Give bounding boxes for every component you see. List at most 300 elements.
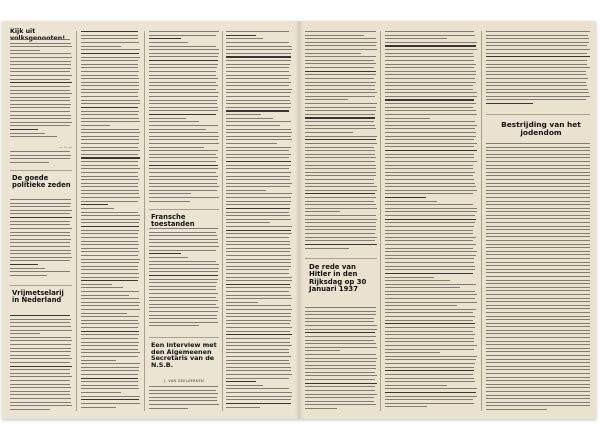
text-line [305,56,376,57]
text-line [486,312,590,313]
text-line [305,372,375,373]
text-line [226,132,292,133]
text-line [149,311,218,312]
text-line [385,78,475,79]
text-line [149,393,218,394]
text-line [226,165,291,166]
column-rule [481,31,482,411]
text-line [385,302,477,303]
text-line [486,298,590,299]
text-line [149,139,218,140]
text-line [305,147,374,148]
text-line [226,82,291,83]
text-line [81,381,138,382]
text-line [149,408,188,409]
text-line [486,150,590,151]
text-line [385,125,477,126]
text-line [385,327,475,328]
text-line [385,378,474,379]
text-line [486,208,590,209]
text-line [226,255,291,256]
text-line [305,229,376,230]
text-line [486,290,590,291]
text-line [10,213,70,214]
text-line [149,297,216,298]
text-line [10,398,71,399]
text-line [486,233,590,234]
text-line [486,35,588,36]
text-line [10,86,70,87]
text-line [81,352,140,353]
text-line [385,320,473,321]
text-line [226,396,292,397]
text-line [149,179,217,180]
text-line [385,89,473,90]
text-line [305,117,375,118]
text-line [486,373,590,374]
text-line [385,352,440,353]
text-line [486,355,590,356]
text-line [486,211,590,212]
text-line [149,397,217,398]
text-line [10,115,71,116]
text-line [81,302,140,303]
text-line [305,240,375,241]
text-line [81,168,140,169]
text-line [486,247,590,248]
text-line [10,46,72,47]
text-line [226,186,290,187]
text-line [226,230,291,231]
text-line [149,232,216,233]
text-line [81,197,140,198]
text-line [10,57,72,58]
text-line [226,168,289,169]
column-5 [305,31,377,414]
text-line [226,110,289,111]
text-line [226,71,289,72]
text-line [385,146,474,147]
text-line [10,118,71,119]
text-line [486,201,590,202]
text-line [486,369,590,370]
article-body [10,151,72,167]
text-line [81,125,110,126]
text-line [305,132,353,133]
text-line [305,60,374,61]
text-line [385,363,475,364]
text-line [305,190,377,191]
text-line [385,406,427,407]
text-line [149,286,216,287]
text-line [10,391,70,392]
text-line [81,316,139,317]
text-line [226,103,291,104]
text-line [486,38,589,39]
text-line [305,379,375,380]
text-line [226,367,291,368]
text-line [226,374,292,375]
text-line [226,89,292,90]
text-line [305,208,377,209]
text-line [10,107,70,108]
text-line [486,254,590,255]
text-line [149,103,217,104]
text-line [10,235,70,236]
text-line [305,215,376,216]
text-line [226,96,290,97]
text-line [385,165,473,166]
text-line [10,373,70,374]
text-line [81,327,138,328]
text-line [81,374,138,375]
text-line [305,201,374,202]
text-line [149,121,199,122]
section-rule [486,114,590,115]
text-line [10,228,72,229]
text-line [10,104,71,105]
text-line [81,407,116,408]
text-line [149,82,216,83]
article-body [385,31,477,411]
text-line [486,337,590,338]
text-line [305,204,376,205]
text-line [486,236,590,237]
text-line [10,232,70,233]
text-line [385,64,476,65]
text-line [226,323,290,324]
text-line [81,399,139,400]
text-line [486,99,586,100]
text-line [226,139,292,140]
text-line [226,259,291,260]
text-line [385,284,476,285]
text-line [385,349,474,350]
text-line [385,183,475,184]
text-line [486,193,590,194]
article-body [486,143,590,414]
text-line [149,125,218,126]
text-line [81,360,116,361]
text-line [10,394,70,395]
column-rule [76,31,77,411]
text-line [486,398,590,399]
text-line [149,228,218,229]
text-line [81,241,138,242]
text-line [10,61,71,62]
text-line [226,284,290,285]
text-line [10,239,71,240]
text-line [385,331,473,332]
text-line [486,186,590,187]
text-line [226,262,291,263]
text-line [486,60,587,61]
text-line [81,107,138,108]
text-line [305,38,376,39]
text-line [149,165,218,166]
text-line [149,261,216,262]
text-line [10,369,70,370]
text-line [305,136,377,137]
text-line [149,193,191,194]
text-line [385,341,474,342]
text-line [149,107,218,108]
text-line [385,338,474,339]
text-line [305,49,377,50]
text-line [226,327,292,328]
text-line [486,316,590,317]
text-line [305,63,376,64]
text-line [10,82,72,83]
text-line [385,82,476,83]
text-line [486,258,590,259]
text-line [385,175,473,176]
text-line [81,136,139,137]
text-line [305,343,376,344]
text-line [226,295,291,296]
text-line [149,235,217,236]
text-line [226,204,290,205]
column-rule [222,31,223,411]
text-line [305,186,377,187]
text-line [305,125,375,126]
text-line [486,409,547,410]
text-line [305,103,377,104]
text-line [385,388,477,389]
text-line [226,183,292,184]
text-line [486,229,590,230]
text-line [81,367,139,368]
text-line [385,118,430,119]
article-body [10,315,72,414]
text-line [385,266,475,267]
text-line [226,280,292,281]
text-line [10,268,45,269]
text-line [81,233,138,234]
article-body [226,31,292,411]
text-line [486,251,590,252]
text-line [10,362,70,363]
text-line [10,50,40,51]
text-line [486,103,533,104]
text-line [305,107,376,108]
text-line [486,391,590,392]
text-line [81,313,127,314]
text-line [305,347,377,348]
text-line [486,89,588,90]
text-line [385,381,475,382]
text-line [81,284,112,285]
text-line [385,403,474,404]
text-line [385,277,434,278]
text-line [149,85,218,86]
text-line [226,129,291,130]
text-line [486,301,590,302]
text-line [305,31,376,32]
text-line [305,329,377,330]
text-line [149,75,216,76]
text-line [226,403,291,404]
text-line [226,352,289,353]
text-line [149,325,199,326]
text-line [486,402,590,403]
text-line [81,356,138,357]
text-line [149,186,219,187]
text-line [10,264,38,265]
text-line [486,319,590,320]
text-line [149,304,216,305]
text-line [149,157,218,158]
text-line [81,78,139,79]
text-line [81,114,138,115]
text-line [81,244,139,245]
section-rule [149,209,219,210]
text-line [81,309,140,310]
text-line [81,230,139,231]
headline-vrijmetselarij: Vrijmetselarij in Nederland [12,289,64,305]
text-line [486,222,590,223]
column-6 [385,31,477,414]
text-line [385,233,473,234]
text-line [305,197,376,198]
text-line [10,90,70,91]
text-line [149,46,216,47]
text-line [81,143,139,144]
text-line [81,363,140,364]
text-line [385,316,475,317]
text-line [385,42,477,43]
text-line [149,322,218,323]
text-line [81,111,139,112]
text-line [385,168,473,169]
text-line [149,118,186,119]
text-line [226,136,291,137]
text-line [149,268,219,269]
text-line [385,92,477,93]
text-line [385,208,477,209]
text-line [305,340,374,341]
text-line [486,71,586,72]
text-line [486,226,590,227]
text-line [10,409,50,410]
text-line [149,257,188,258]
text-line [81,161,138,162]
text-line [486,359,590,360]
text-line [81,280,138,281]
text-line [226,302,258,303]
text-line [486,218,590,219]
text-line [385,298,475,299]
text-line [385,136,476,137]
text-line [486,405,590,406]
text-line [385,132,476,133]
text-line [486,362,590,363]
text-line [10,151,70,152]
text-line [305,248,349,249]
text-line [486,305,590,306]
text-line [81,85,139,86]
text-line [81,190,139,191]
text-line [486,179,590,180]
text-line [10,376,72,377]
text-line [10,129,38,130]
text-line [305,92,377,93]
text-line [486,269,590,270]
text-line [81,42,139,43]
text-line [226,269,289,270]
text-line [81,370,139,371]
article-body [149,228,219,332]
text-line [81,46,121,47]
text-line [226,92,291,93]
text-line [486,330,590,331]
text-line [385,367,474,368]
article-body [486,31,590,109]
text-line [149,253,181,254]
text-line [149,172,216,173]
text-line [385,99,474,100]
text-line [10,333,40,334]
text-line [305,161,375,162]
text-line [81,273,139,274]
text-line [10,355,70,356]
text-line [81,100,140,101]
text-line [486,56,590,57]
article-signature: — — — [59,145,72,149]
text-line [486,45,587,46]
text-line [226,143,277,144]
text-line [305,143,377,144]
text-line [81,201,138,202]
text-line [305,321,374,322]
text-line [305,336,376,337]
text-line [81,385,138,386]
text-line [226,219,291,220]
text-line [385,201,437,202]
text-line [226,190,266,191]
text-line [149,271,218,272]
text-line [226,38,263,39]
text-line [385,186,476,187]
text-line [385,96,477,97]
text-line [385,305,457,306]
text-line [305,318,374,319]
text-line [226,331,290,332]
text-line [385,255,476,256]
column-7 [486,31,590,414]
article-body [305,31,377,253]
text-line [149,197,219,198]
column-rule [144,31,145,411]
text-line [81,38,138,39]
text-line [81,392,121,393]
text-line [226,121,291,122]
text-line [385,190,477,191]
article-body [81,31,140,411]
text-line [305,394,377,395]
text-line [305,99,348,100]
text-line [149,183,217,184]
text-line [226,251,290,252]
text-line [10,125,70,126]
text-line [486,333,590,334]
text-line [226,385,263,386]
text-line [486,341,590,342]
text-line [385,385,447,386]
text-line [486,92,589,93]
text-line [149,242,218,243]
text-line [10,217,72,218]
